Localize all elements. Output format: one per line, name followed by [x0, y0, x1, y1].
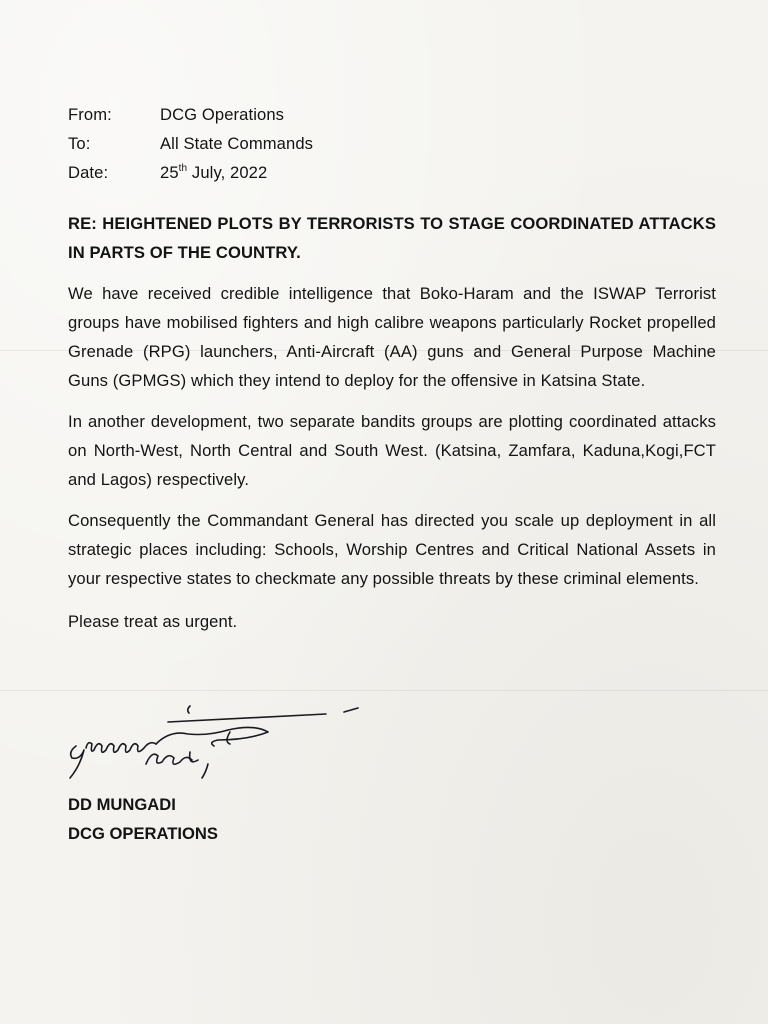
signatory-title: DCG OPERATIONS [68, 824, 218, 843]
date-rest: July, 2022 [187, 163, 268, 182]
to-label: To: [68, 134, 91, 153]
to-value: All State Commands [160, 134, 314, 153]
paper-fold-line [0, 690, 768, 691]
signatory-name: DD MUNGADI [68, 795, 176, 814]
from-row [68, 100, 716, 129]
paragraph-intelligence: We have received credible intelligence that Boko-Haram and the ISWAP Terrorist groups have mobilised fighters and high calibre weapons particularly Rocket propelled Grenade (RPG) launchers, Anti-Aircraft (AA) guns and General Purpose Machine Guns (GPMGS) which they intend to deploy for the offensive in Katsina State. [68, 284, 716, 390]
date-value [160, 158, 267, 187]
date-label: Date: [68, 163, 109, 182]
from-label: From: [68, 105, 112, 124]
handwritten-signature [58, 700, 378, 792]
date-day: 25 [160, 163, 179, 182]
paragraph-directive: Consequently the Commandant General has directed you scale up deployment in all strategic places including: Schools, Worship Centres and Critical National Assets in your respective states to checkmate any possible threats by these criminal elements. [68, 511, 716, 588]
closing-line: Please treat as urgent. [68, 612, 238, 631]
memo-body [68, 100, 716, 636]
subject-line: RE: HEIGHTENED PLOTS BY TERRORISTS TO STAGE COORDINATED ATTACKS IN PARTS OF THE COUNTRY. [68, 214, 716, 262]
paragraph-bandits: In another development, two separate bandits groups are plotting coordinated attacks on North-West, North Central and South West. (Katsina, Zamfara, Kaduna,Kogi,FCT and Lagos) respectively. [68, 412, 716, 489]
to-row [68, 129, 716, 158]
from-value: DCG Operations [160, 105, 285, 124]
date-row [68, 158, 716, 187]
date-suffix: th [178, 163, 188, 174]
